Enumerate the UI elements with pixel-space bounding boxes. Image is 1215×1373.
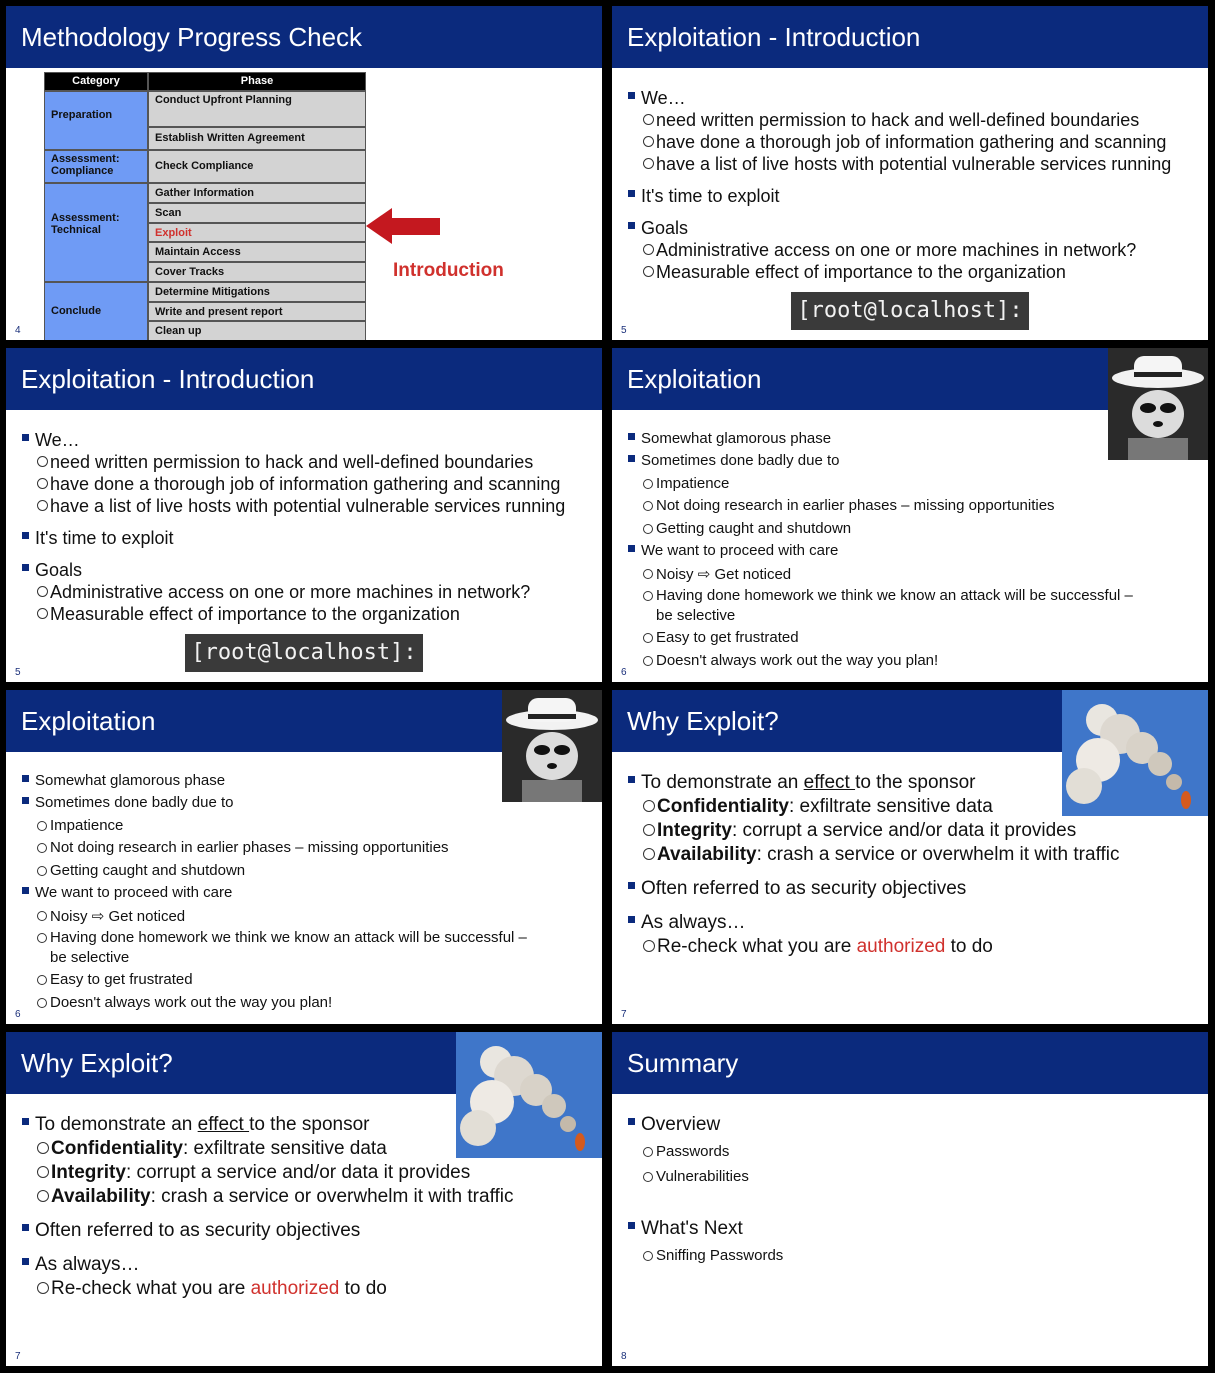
- sub-bullet-text: Impatience: [656, 475, 730, 492]
- sub-bullet-icon: [643, 158, 654, 169]
- sub-bullet-text: Noisy ⇨ Get noticed: [50, 908, 186, 925]
- slide-exploitation-intro[interactable]: [612, 6, 1208, 340]
- bullet-text: Overview: [641, 1114, 721, 1135]
- bullet-text: Sometimes done badly due to: [641, 452, 840, 469]
- dog-hat-photo-icon: [502, 690, 602, 802]
- sub-bullet-icon: [643, 501, 653, 511]
- sub-bullet-icon: [643, 656, 653, 666]
- sub-bullet-text: have done a thorough job of information gathering and scanning: [50, 474, 561, 494]
- sub-bullet-text: Vulnerabilities: [656, 1168, 749, 1185]
- bullet-icon: [22, 532, 29, 539]
- bullet-icon: [628, 916, 635, 923]
- sub-bullet-icon: [37, 1190, 49, 1202]
- slide-title: Exploitation - Introduction: [6, 348, 602, 410]
- sub-bullet-text: Confidentiality: exfiltrate sensitive data: [51, 1138, 387, 1159]
- introduction-callout: Introduction: [393, 260, 504, 281]
- phase-cell: Write and present report: [148, 302, 366, 321]
- sub-bullet-icon: [643, 1251, 653, 1261]
- sub-bullet-text: Impatience: [50, 817, 124, 834]
- sub-bullet-text: Getting caught and shutdown: [50, 862, 246, 879]
- phase-cell: Establish Written Agreement: [148, 127, 366, 150]
- sub-bullet-icon: [37, 456, 48, 467]
- sub-bullet-text: have done a thorough job of information gathering and scanning: [656, 132, 1167, 152]
- sub-bullet-text: Administrative access on one or more machines in network?: [50, 582, 531, 602]
- sub-bullet-text: Easy to get frustrated: [50, 971, 193, 988]
- sub-bullet-icon: [643, 244, 654, 255]
- sub-bullet-icon: [37, 1282, 49, 1294]
- right-arrow-icon: ⇨: [697, 566, 711, 583]
- phase-cell: Clean up: [148, 321, 366, 340]
- sub-bullet-text: Availability: crash a service or overwhelm it with traffic: [657, 844, 1120, 865]
- category-compliance: Assessment: Compliance: [44, 150, 148, 183]
- phase-cell: Cover Tracks: [148, 262, 366, 282]
- sub-bullet-icon: [37, 975, 47, 985]
- slide-exploitation[interactable]: [6, 690, 602, 1024]
- slide-title: Why Exploit?: [612, 690, 1208, 752]
- dog-hat-photo-icon: [1108, 348, 1208, 460]
- bullet-icon: [628, 776, 635, 783]
- bullet-text: We want to proceed with care: [35, 884, 233, 901]
- slide-methodology[interactable]: [6, 6, 602, 340]
- bullet-text: Somewhat glamorous phase: [35, 772, 226, 789]
- sub-bullet-text: Doesn't always work out the way you plan!: [656, 652, 939, 669]
- terminal-prompt: [root@localhost]:: [185, 634, 423, 672]
- sub-bullet-text: have a list of live hosts with potential vulnerable services running: [50, 496, 566, 516]
- sub-bullet-icon: [37, 1166, 49, 1178]
- bullet-icon: [628, 433, 635, 440]
- page-number: 7: [15, 1351, 21, 1362]
- bullet-text: Somewhat glamorous phase: [641, 430, 832, 447]
- bullet-text: We…: [641, 88, 686, 108]
- bullet-text: It's time to exploit: [641, 186, 780, 206]
- bullet-text: As always…: [35, 1254, 140, 1275]
- page-number: 6: [621, 667, 627, 678]
- bullet-icon: [22, 1224, 29, 1231]
- bullet-text: To demonstrate an effect to the sponsor: [35, 1114, 370, 1135]
- bullet-text: What's Next: [641, 1218, 743, 1239]
- page-number: 5: [15, 667, 21, 678]
- sub-bullet-icon: [37, 821, 47, 831]
- sub-bullet-text: Not doing research in earlier phases – missing opportunities: [50, 839, 449, 856]
- sub-bullet-text: need written permission to hack and well-defined boundaries: [50, 452, 534, 472]
- phase-cell: Conduct Upfront Planning: [148, 91, 366, 127]
- sub-bullet-icon: [643, 569, 653, 579]
- slide-why-exploit[interactable]: [612, 690, 1208, 1024]
- sub-bullet-text: Integrity: corrupt a service and/or data it provides: [51, 1162, 471, 1183]
- sub-bullet-icon: [643, 800, 655, 812]
- sub-bullet-icon: [37, 933, 47, 943]
- bullet-icon: [628, 882, 635, 889]
- slide-exploitation-intro[interactable]: [6, 348, 602, 682]
- sub-bullet-icon: [37, 998, 47, 1008]
- sub-bullet-icon: [37, 843, 47, 853]
- page-number: 8: [621, 1351, 627, 1362]
- table-header-phase: Phase: [148, 72, 366, 91]
- sub-bullet-icon: [37, 586, 48, 597]
- bullet-icon: [628, 1118, 635, 1125]
- sub-bullet-text: Doesn't always work out the way you plan!: [50, 994, 333, 1011]
- sub-bullet-text: Getting caught and shutdown: [656, 520, 852, 537]
- sub-bullet-text: Re-check what you are authorized to do: [657, 936, 993, 957]
- sub-bullet-icon: [643, 824, 655, 836]
- phase-cell: Gather Information: [148, 183, 366, 203]
- sub-bullet-text: be selective: [656, 607, 736, 624]
- sub-bullet-text: Passwords: [656, 1143, 730, 1160]
- terminal-prompt: [root@localhost]:: [791, 292, 1029, 330]
- sub-bullet-text: Availability: crash a service or overwhelm it with traffic: [51, 1186, 514, 1207]
- sub-bullet-text: be selective: [50, 949, 130, 966]
- sub-bullet-icon: [643, 136, 654, 147]
- left-arrow-icon: [366, 208, 442, 244]
- sub-bullet-text: need written permission to hack and well-defined boundaries: [656, 110, 1140, 130]
- phase-cell: Scan: [148, 203, 366, 223]
- bullet-icon: [628, 190, 635, 197]
- phase-cell: Maintain Access: [148, 242, 366, 262]
- bullet-icon: [628, 222, 635, 229]
- page-number: 6: [15, 1009, 21, 1020]
- sub-bullet-icon: [37, 1142, 49, 1154]
- bullet-text: Often referred to as security objectives: [641, 878, 967, 899]
- sub-bullet-icon: [37, 500, 48, 511]
- page-number: 7: [621, 1009, 627, 1020]
- bullet-icon: [22, 1118, 29, 1125]
- bullet-icon: [628, 92, 635, 99]
- sub-bullet-text: Noisy ⇨ Get noticed: [656, 566, 792, 583]
- page-number: 4: [15, 325, 21, 336]
- bullet-text: Sometimes done badly due to: [35, 794, 234, 811]
- bullet-text: As always…: [641, 912, 746, 933]
- category-technical: Assessment: Technical: [44, 183, 148, 282]
- sub-bullet-text: Sniffing Passwords: [656, 1247, 784, 1264]
- sub-bullet-text: Re-check what you are authorized to do: [51, 1278, 387, 1299]
- bullet-text: To demonstrate an effect to the sponsor: [641, 772, 976, 793]
- category-conclude: Conclude: [44, 282, 148, 340]
- sub-bullet-icon: [643, 848, 655, 860]
- bullet-icon: [22, 775, 29, 782]
- bullet-icon: [628, 545, 635, 552]
- bullet-text: Often referred to as security objectives: [35, 1220, 361, 1241]
- sub-bullet-text: Easy to get frustrated: [656, 629, 799, 646]
- bullet-icon: [22, 1258, 29, 1265]
- slide-title: Exploitation: [6, 690, 602, 752]
- bullet-icon: [22, 887, 29, 894]
- sub-bullet-icon: [37, 478, 48, 489]
- sub-bullet-text: Measurable effect of importance to the organization: [50, 604, 460, 624]
- slide-title: Summary: [612, 1032, 1208, 1094]
- phase-cell: Determine Mitigations: [148, 282, 366, 302]
- sub-bullet-text: have a list of live hosts with potential vulnerable services running: [656, 154, 1172, 174]
- right-arrow-icon: ⇨: [91, 908, 105, 925]
- bullet-icon: [22, 797, 29, 804]
- slide-title: Methodology Progress Check: [6, 6, 602, 68]
- phase-cell-exploit: Exploit: [148, 223, 366, 242]
- slide-title: Exploitation - Introduction: [612, 6, 1208, 68]
- bullet-text: It's time to exploit: [35, 528, 174, 548]
- slide-summary[interactable]: [612, 1032, 1208, 1366]
- slide-title: Exploitation: [612, 348, 1208, 410]
- sub-bullet-text: Not doing research in earlier phases – missing opportunities: [656, 497, 1055, 514]
- sub-bullet-text: Measurable effect of importance to the organization: [656, 262, 1066, 282]
- sub-bullet-icon: [643, 524, 653, 534]
- slide-exploitation[interactable]: [612, 348, 1208, 682]
- sub-bullet-icon: [643, 633, 653, 643]
- bullet-icon: [628, 455, 635, 462]
- sub-bullet-text: Administrative access on one or more machines in network?: [656, 240, 1137, 260]
- sub-bullet-icon: [37, 866, 47, 876]
- bullet-text: Goals: [35, 560, 83, 580]
- sub-bullet-icon: [643, 266, 654, 277]
- sub-bullet-icon: [643, 1172, 653, 1182]
- bullet-icon: [22, 434, 29, 441]
- sub-bullet-icon: [643, 940, 655, 952]
- sub-bullet-text: Having done homework we think we know an attack will be successful –: [656, 587, 1133, 604]
- sub-bullet-icon: [643, 479, 653, 489]
- sub-bullet-text: Having done homework we think we know an attack will be successful –: [50, 929, 527, 946]
- rocket-smoke-photo-icon: [456, 1032, 602, 1158]
- page-number: 5: [621, 325, 627, 336]
- sub-bullet-text: Integrity: corrupt a service and/or data it provides: [657, 820, 1077, 841]
- slide-title: Why Exploit?: [6, 1032, 602, 1094]
- sub-bullet-icon: [643, 591, 653, 601]
- bullet-text: We want to proceed with care: [641, 542, 839, 559]
- phase-cell: Check Compliance: [148, 150, 366, 183]
- table-header-category: Category: [44, 72, 148, 91]
- sub-bullet-text: Confidentiality: exfiltrate sensitive data: [657, 796, 993, 817]
- bullet-text: Goals: [641, 218, 689, 238]
- bullet-text: We…: [35, 430, 80, 450]
- category-preparation: Preparation: [44, 91, 148, 150]
- sub-bullet-icon: [643, 114, 654, 125]
- rocket-smoke-photo-icon: [1062, 690, 1208, 816]
- bullet-icon: [628, 1222, 635, 1229]
- sub-bullet-icon: [37, 911, 47, 921]
- sub-bullet-icon: [37, 608, 48, 619]
- bullet-icon: [22, 564, 29, 571]
- slide-why-exploit[interactable]: [6, 1032, 602, 1366]
- sub-bullet-icon: [643, 1147, 653, 1157]
